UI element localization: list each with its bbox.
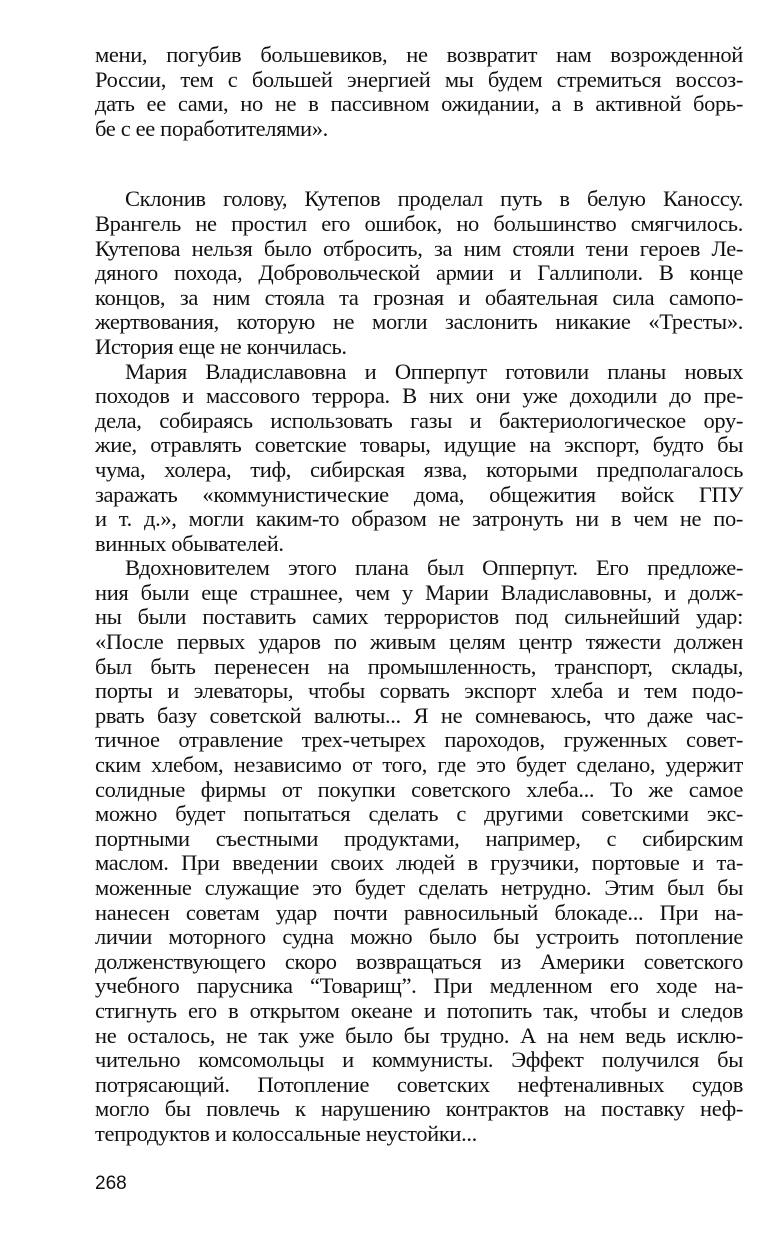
text-line: концов, за ним стояла та грозная и обаятельная сила самопо- (95, 284, 743, 310)
text-line: «После первых ударов по живым целям центр тяжести должен (95, 629, 743, 655)
text-line: винных обывателей. (95, 530, 284, 556)
text-line: жие, отравлять советские товары, идущие на экспорт, будто бы (95, 432, 743, 458)
text-line: бе с ее поработителями». (95, 115, 328, 141)
text-line: мени, погубив большевиков, не возвратит нам возрожденной (95, 42, 743, 67)
text-line: долженствующего скоро возвращаться из Америки советского (95, 948, 743, 974)
text-line: жертвования, которую не могли заслонить никакие «Тресты». (95, 309, 743, 335)
text-line: дяного похода, Добровольческой армии и Галлиполи. В конце (95, 260, 743, 286)
text-line: ния были еще страшнее, чем у Марии Владиславовны, и долж- (95, 579, 743, 605)
text-line: могло бы повлечь к нарушению контрактов на поставку неф- (95, 1096, 743, 1122)
text-line: учебного парусника “Товарищ”. При медленном его ходе на- (95, 973, 743, 999)
paragraph (95, 360, 743, 557)
text-line: личии моторного судна можно было бы устроить потопление (95, 924, 743, 950)
text-line: Врангель не простил его ошибок, но большинство смягчилось. (95, 210, 743, 236)
text-line: чума, холера, тиф, сибирская язва, которыми предполагалось (95, 456, 743, 482)
paragraph (95, 43, 743, 141)
text-line: Вдохновителем этого плана был Опперпут. Его предложе- (125, 555, 743, 581)
text-line: маслом. При введении своих людей в грузчики, портовые и та- (95, 850, 743, 876)
text-line: ским хлебом, независимо от того, где это будет сделано, удержит (95, 752, 743, 778)
text-line: тепродуктов и колоссальные неустойки... (95, 1120, 477, 1146)
text-line: нанесен советам удар почти равносильный блокаде... При на- (95, 899, 743, 925)
text-line: моженные служащие это будет сделать нетрудно. Этим был бы (95, 875, 743, 900)
text-line: России, тем с большей энергией мы будем стремиться воссоз- (95, 66, 743, 92)
paragraph (95, 556, 743, 1146)
section-break (95, 141, 743, 187)
page-text (95, 43, 743, 1147)
text-line: и т. д.», могли каким-то образом не затронуть ни в чем не по- (95, 506, 743, 532)
text-line: Мария Владиславовна и Опперпут готовили планы новых (125, 358, 743, 384)
paragraph (95, 187, 743, 359)
text-line: походов и массового террора. В них они уже доходили до пре- (95, 383, 743, 409)
text-line: дела, собираясь использовать газы и бактериологическое ору- (95, 407, 743, 433)
text-line: заражать «коммунистические дома, общежития войск ГПУ (95, 481, 743, 507)
text-line: можно будет попытаться сделать с другими советскими экс- (95, 801, 743, 827)
text-line: не осталось, не так уже было бы трудно. А на нем ведь исклю- (95, 1022, 743, 1048)
text-line: портными съестными продуктами, например, с сибирским (95, 825, 743, 851)
text-line: рвать базу советской валюты... Я не сомневаюсь, что даже час- (95, 702, 743, 728)
text-line: История еще не кончилась. (95, 333, 347, 359)
text-line: потрясающий. Потопление советских нефтеналивных судов (95, 1071, 743, 1097)
text-line: чительно комсомольцы и коммунисты. Эффект получился бы (95, 1047, 743, 1073)
text-line: был быть перенесен на промышленность, транспорт, склады, (95, 653, 743, 679)
page-number: 268 (95, 1173, 127, 1194)
text-line: дать ее сами, но не в пассивном ожидании, а в активной борь- (95, 91, 743, 117)
text-line: стигнуть его в открытом океане и потопить так, чтобы и следов (95, 997, 743, 1023)
text-line: ны были поставить самих террористов под сильнейший удар: (95, 604, 743, 630)
text-line: Склонив голову, Кутепов проделал путь в белую Каноссу. (125, 186, 743, 212)
text-line: порты и элеваторы, чтобы сорвать экспорт хлеба и тем подо- (95, 678, 743, 704)
text-line: солидные фирмы от покупки советского хлеба... То же самое (95, 776, 743, 802)
text-line: Кутепова нельзя было отбросить, за ним стояли тени героев Ле- (95, 235, 743, 261)
text-line: тичное отравление трех-четырех пароходов, груженных совет- (95, 727, 743, 753)
